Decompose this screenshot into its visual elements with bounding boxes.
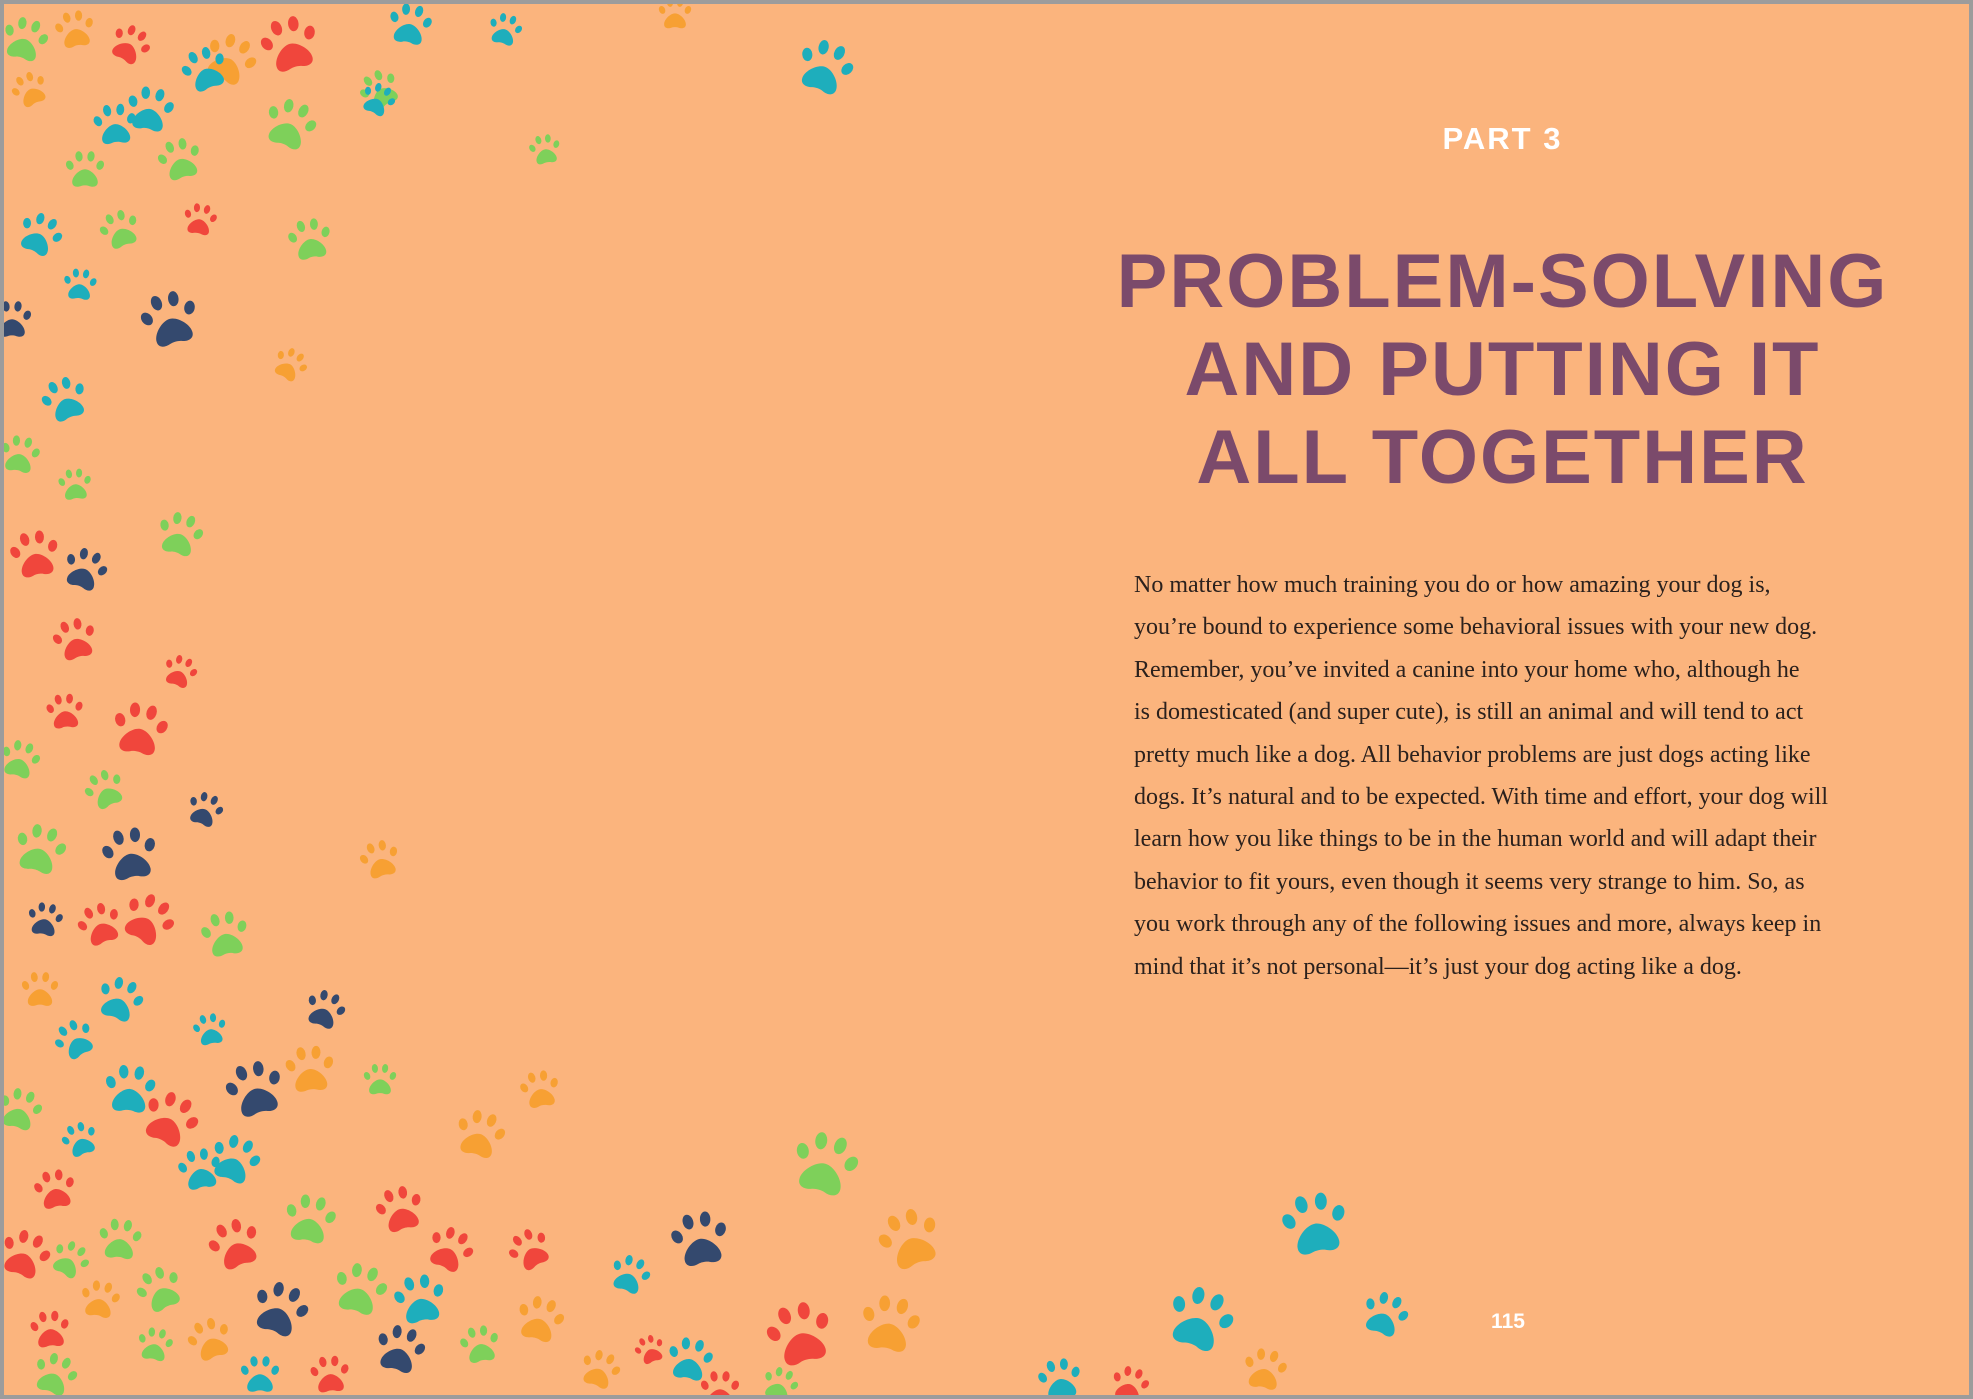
paw-print-icon (21, 972, 60, 1006)
paw-print-icon (240, 1356, 281, 1392)
paw-print-icon (0, 301, 32, 337)
paw-print-icon (12, 206, 70, 261)
paw-print-icon (666, 1207, 734, 1269)
paw-print-icon (0, 13, 53, 65)
paw-print-icon (870, 1201, 949, 1275)
paw-print-icon (6, 527, 64, 580)
paw-print-icon (35, 371, 93, 426)
paragraph-line: you’re bound to experience some behavioral issues with your new dog. (1134, 614, 1818, 641)
paw-print-icon (758, 1362, 804, 1399)
paw-print-icon (355, 836, 404, 881)
paw-print-icon (134, 1325, 176, 1363)
paw-print-icon (28, 1347, 84, 1399)
chapter-title (1100, 238, 1905, 502)
paw-print-icon (57, 1117, 103, 1160)
paw-print-icon (258, 92, 324, 154)
paragraph-line: mind that it’s not personal—it’s just your dog acting like a dog. (1134, 953, 1742, 980)
paw-print-icon (1356, 1286, 1414, 1341)
paragraph-line: Remember, you’ve invited a canine into your home who, although he (1134, 656, 1800, 683)
paw-print-icon (201, 1212, 267, 1274)
paragraph-line: learn how you like things to be in the human world and will adapt their (1134, 826, 1817, 853)
paw-print-icon (526, 132, 563, 166)
paragraph-line: pretty much like a dog. All behavior problems are just dogs acting like (1134, 741, 1811, 768)
paw-print-icon (516, 1067, 563, 1110)
paw-print-icon (6, 67, 53, 112)
paw-print-icon (152, 508, 208, 560)
paw-print-icon (180, 201, 220, 237)
paw-print-icon (134, 285, 205, 351)
title-line: PROBLEM-SOLVING (1116, 239, 1889, 324)
paw-print-icon (96, 1217, 144, 1260)
paw-print-icon (65, 151, 106, 187)
paw-print-icon (421, 1220, 481, 1277)
paw-print-icon (56, 467, 93, 501)
paw-print-icon (631, 1331, 669, 1367)
paw-print-icon (91, 971, 149, 1026)
paw-print-icon (61, 267, 98, 301)
paw-print-icon (78, 764, 130, 814)
paw-print-icon (94, 205, 145, 253)
paw-print-icon (77, 1277, 124, 1320)
paw-print-icon (134, 1083, 207, 1153)
paw-print-icon (197, 908, 253, 959)
paw-print-icon (284, 215, 335, 262)
paw-print-icon (183, 787, 229, 830)
paw-print-icon (785, 1126, 866, 1201)
intro-paragraph (1134, 564, 1894, 988)
paw-print-icon (363, 1064, 398, 1095)
paw-print-icon (0, 1084, 47, 1134)
paw-print-icon (370, 1181, 429, 1235)
paw-print-icon (268, 342, 313, 386)
paw-print-icon (153, 134, 207, 184)
paw-print-icon (122, 83, 178, 134)
paw-print-icon (114, 885, 184, 952)
paw-print-icon (282, 1044, 337, 1093)
paw-print-icon (159, 651, 202, 692)
paw-print-icon (658, 0, 693, 28)
paw-print-icon (0, 1224, 57, 1284)
paw-print-icon (605, 1250, 656, 1298)
paw-print-icon (108, 698, 173, 758)
paw-print-icon (182, 1312, 238, 1365)
paw-print-icon (9, 819, 73, 878)
paw-print-icon (790, 33, 861, 100)
paw-print-icon (0, 736, 45, 781)
title-line: ALL TOGETHER (1196, 415, 1809, 500)
paw-print-icon (30, 1166, 79, 1211)
paw-print-icon (72, 897, 128, 950)
paw-print-icon (0, 432, 44, 475)
paragraph-line: behavior to fit yours, even though it seems very strange to him. So, as (1134, 868, 1805, 895)
paw-print-icon (51, 7, 98, 50)
paw-print-icon (663, 1334, 717, 1383)
paw-print-icon (1240, 1345, 1291, 1392)
paw-print-icon (450, 1105, 511, 1162)
paw-print-icon (48, 614, 102, 664)
paw-print-icon (280, 1191, 341, 1246)
paw-print-icon (456, 1322, 503, 1365)
paw-print-icon (1034, 1355, 1085, 1399)
paw-print-icon (190, 1011, 230, 1047)
paragraph-line: you work through any of the following issues and more, always keep in (1134, 911, 1822, 938)
paw-print-icon (370, 1320, 431, 1377)
paw-print-icon (219, 1055, 290, 1121)
paragraph-line: dogs. It’s natural and to be expected. With time and effort, your dog will (1134, 784, 1828, 811)
paw-print-icon (44, 692, 86, 729)
paragraph-line: No matter how much training you do or how amazing your dog is, (1134, 572, 1771, 598)
paw-print-icon (91, 102, 139, 145)
paw-print-icon (308, 1354, 352, 1393)
paw-print-icon (104, 18, 157, 70)
paw-print-icon (24, 900, 66, 938)
paw-print-icon (48, 1013, 101, 1065)
paw-print-icon (1276, 1188, 1353, 1258)
paw-print-icon (1159, 1279, 1243, 1358)
paw-print-icon (45, 1234, 96, 1283)
paw-print-icon (129, 1260, 189, 1317)
paw-print-icon (575, 1345, 626, 1393)
paw-print-icon (759, 1296, 840, 1371)
paw-print-icon (1107, 1362, 1153, 1399)
paw-print-icon (28, 1309, 72, 1348)
paw-print-icon (389, 1271, 450, 1326)
paw-print-icon (58, 542, 114, 595)
title-line: AND PUTTING IT (1184, 327, 1821, 412)
part-label: PART 3 (1442, 121, 1563, 156)
page-number: 115 (1491, 1310, 1525, 1333)
paw-print-icon (385, 0, 436, 47)
paw-print-icon (245, 1275, 316, 1342)
paragraph-line: is domesticated (and super cute), is still an animal and will tend to act (1134, 699, 1804, 726)
paw-print-icon (484, 10, 526, 49)
paw-print-icon (700, 1371, 741, 1399)
paw-print-icon (501, 1222, 557, 1276)
paw-print-icon (300, 985, 351, 1033)
paw-print-icon (511, 1291, 570, 1345)
paw-print-icon (97, 823, 162, 883)
paw-print-icon (254, 10, 325, 76)
paw-print-icon (855, 1291, 925, 1355)
paw-print-icon (327, 1258, 393, 1319)
